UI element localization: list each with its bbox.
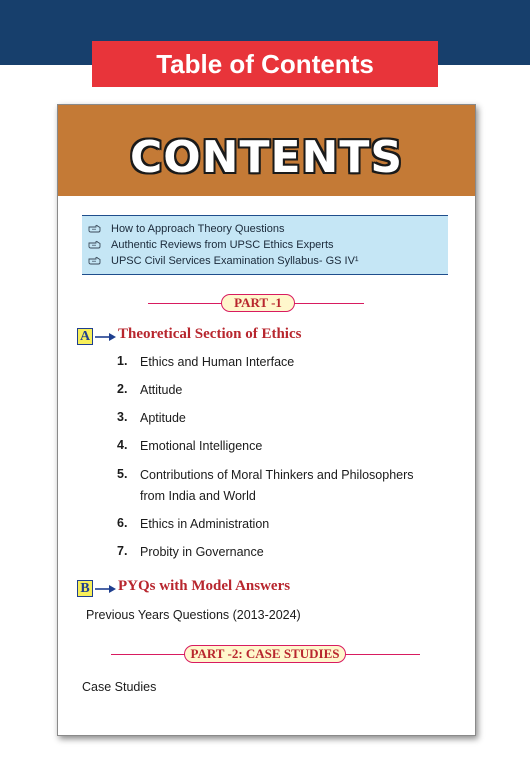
part2-content: Case Studies [82,680,157,694]
list-item: Ethics in Administration [140,517,270,531]
section-b-badge [77,580,93,597]
section-b-subtitle: Previous Years Questions (2013-2024) [86,608,301,622]
intro-item-label: UPSC Civil Services Examination Syllabus- GS IV¹ [111,255,359,267]
list-item-number: 3. [117,410,128,424]
page-title-banner [92,41,438,87]
pointing-hand-icon [88,224,101,234]
section-a-letter: A [79,328,91,344]
list-item: Attitude [140,383,183,397]
pointing-hand-icon [88,256,101,266]
list-item-continued: from India and World [140,489,256,503]
part2-label-text: PART -2: CASE STUDIES [190,646,340,661]
list-item-number: 6. [117,516,128,530]
section-a-title: Theoretical Section of Ethics [118,326,302,342]
intro-item [88,253,359,269]
list-item: Aptitude [140,411,186,425]
pointing-hand-icon [88,240,101,250]
contents-card [57,104,476,736]
section-b-title: PYQs with Model Answers [118,578,291,594]
list-item: Probity in Governance [140,545,264,559]
list-item: Ethics and Human Interface [140,355,295,369]
part1-label [221,294,295,312]
section-b-letter: B [80,580,90,596]
list-item-number: 1. [117,354,128,368]
intro-item [88,221,284,237]
section-a-badge [77,328,93,345]
arrow-right-icon [95,584,117,594]
intro-item-label: Authentic Reviews from UPSC Ethics Experts [111,239,334,251]
contents-header [58,105,475,196]
intro-item [88,237,334,253]
intro-list [82,215,448,275]
list-item-number: 7. [117,544,128,558]
part1-label-text: PART -1 [234,295,282,310]
intro-item-label: How to Approach Theory Questions [111,223,285,235]
list-item: Contributions of Moral Thinkers and Philosophers [140,468,414,482]
contents-heading: CONTENTS [129,132,404,183]
list-item: Emotional Intelligence [140,439,263,453]
part2-label [184,645,346,663]
arrow-right-icon [95,332,117,342]
list-item-number: 5. [117,467,128,481]
list-item-number: 4. [117,438,128,452]
page-title: Table of Contents [156,48,374,79]
list-item-number: 2. [117,382,128,396]
